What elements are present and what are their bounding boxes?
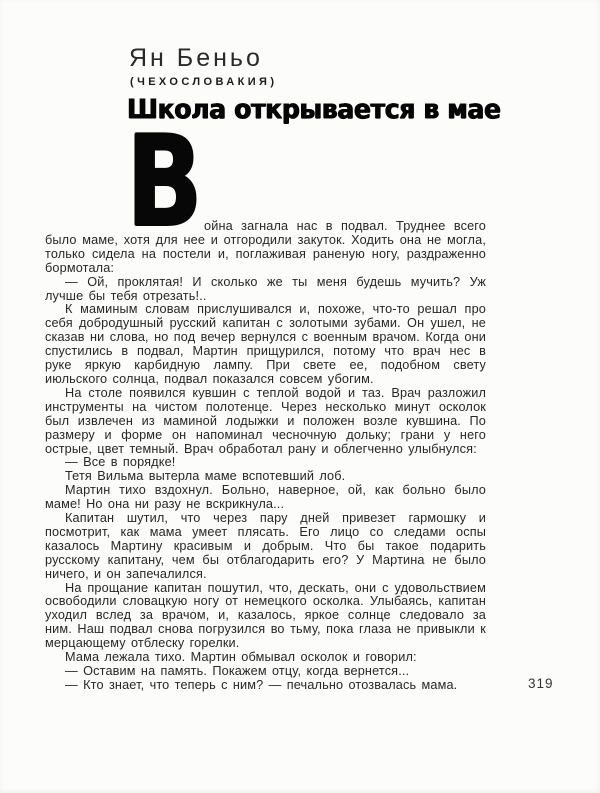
page-number: 319: [528, 676, 554, 691]
paragraph-dialogue: — Все в порядке!: [65, 455, 176, 470]
paragraph-dialogue: — Кто знает, что теперь с ним? — печально отозвалась мама.: [65, 677, 458, 692]
author-name: Ян Беньо: [129, 44, 263, 72]
paragraph-dialogue: — Ой, проклятая! И сколько же ты меня будешь мучить? Уж лучше бы тебя отрезать!..: [45, 274, 486, 303]
opening-paragraph: ойна загнала нас в подвал. Труднее всего было маме, хотя для нее и отгородили закуток. Ходить она не могла, только сидела на постели и, поглаживая раненую ногу, раздраженно бормотала:: [45, 219, 486, 275]
paragraph: Капитан шутил, что через пару дней привезет гармошку и посмотрит, как мама умеет плясать. Его лицо со следами оспы казалось Мартину красивым и добрым. Что бы такое подарить русскому капитану, чем бы отблагодарить его? У Мартина не было ничего, и он запечалился.: [45, 511, 486, 581]
drop-cap: В: [126, 108, 203, 255]
paragraph: На столе появился кувшин с теплой водой и таз. Врач разложил инструменты на чистом полотенце. Через несколько минут осколок был извлечен из маминой лодыжки и положен возле кувшина. По размеру и форме он напоминал чесночную дольку; грани у него острые, цвет темный. Врач обработал рану и облегченно улыбнулся:: [45, 385, 486, 456]
paragraph: Мама лежала тихо. Мартин обмывал осколок и говорил:: [65, 650, 417, 665]
story-text: [45, 220, 486, 693]
paragraph-dialogue: — Оставим на память. Покажем отцу, когда вернется...: [65, 664, 410, 678]
paragraph: Тетя Вильма вытерла маме вспотевший лоб.: [65, 469, 346, 484]
author-country: (ЧЕХОСЛОВАКИЯ): [130, 76, 278, 88]
paragraph: К маминым словам прислушивался и, похоже, что-то решал про себя добродушный русский капитан с золотыми зубами. Он ушел, не сказав ни слова, но под вечер вернулся с военным врачом. Когда они спустились в подвал, Мартин прищурился, потому что врач нес в руке яркую карбидную лампу. При свете ее, подобном свету июльского солнца, подвал показался совсем убогим.: [45, 302, 486, 386]
paragraph: На прощание капитан пошутил, что, дескать, они с удовольствием освободили словацкую ногу от немецкого осколка. Улыбаясь, капитан уходил вслед за врачом, и, казалось, яркое солнце следовало за ним. Наш подвал снова погрузился во тьму, пока глаза не привыкли к мерцающему отблеску горелки.: [45, 580, 486, 651]
paragraph: Мартин тихо вздохнул. Больно, наверное, ой, как больно было маме! Но она ни разу не вскрикнула...: [45, 483, 486, 512]
story-title: Школа открывается в мае: [127, 94, 501, 125]
